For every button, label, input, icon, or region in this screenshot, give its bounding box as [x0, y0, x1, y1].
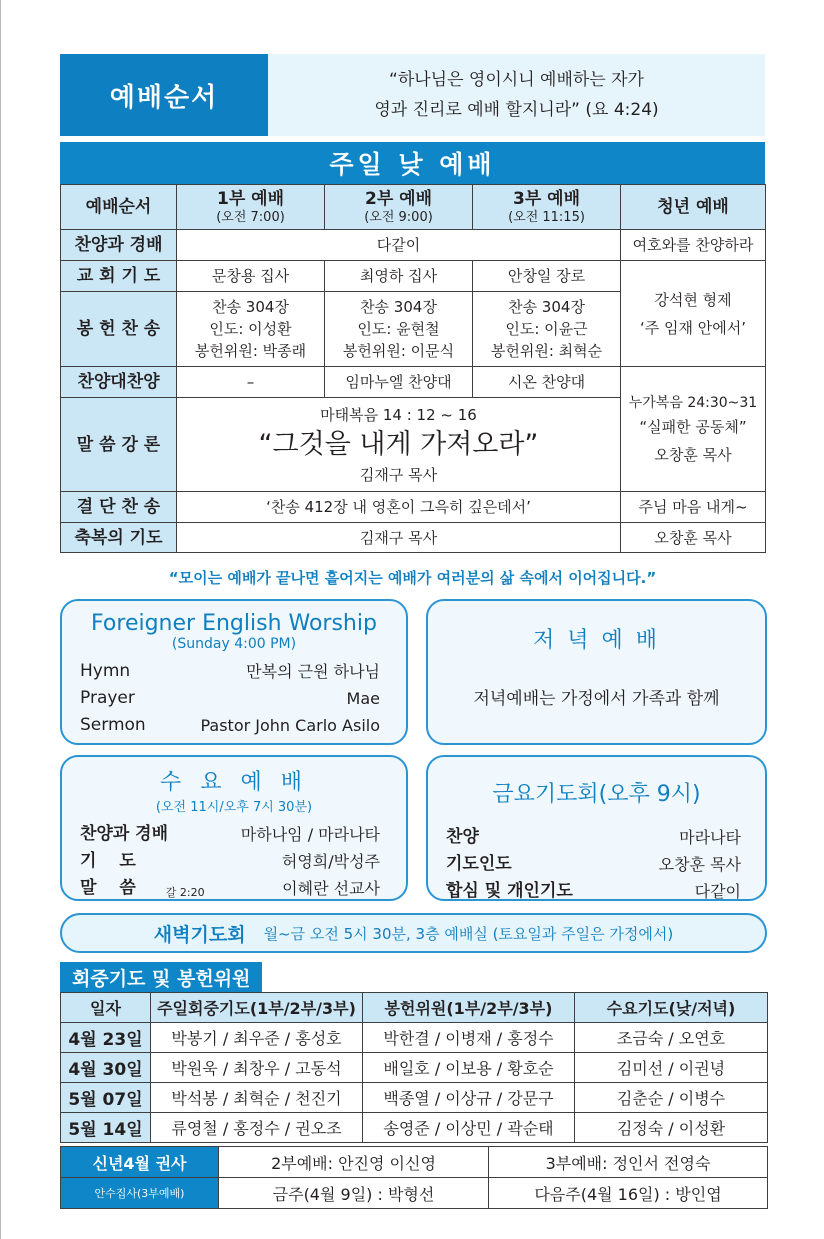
evening-text: 저녁예배는 가정에서 가족과 함께 — [473, 689, 720, 709]
english-title: Foreigner English Worship — [91, 611, 377, 636]
bottom-row-deaconess — [61, 1147, 768, 1178]
evening-title: 저 녁 예 배 — [533, 628, 660, 653]
benediction-row — [61, 523, 766, 553]
roster-cell: 조금숙 / 오연호 — [575, 1023, 768, 1053]
closing-hymn-row — [61, 492, 766, 523]
wednesday-title: 수 요 예 배 — [160, 770, 308, 795]
friday-row-group: 합심 및 개인기도 다같이 — [446, 881, 741, 901]
choir-s1: – — [177, 367, 325, 398]
motto: “모이는 예배가 끝나면 흩어지는 예배가 여러분의 삶 속에서 이어집니다.” — [168, 569, 657, 587]
wednesday-worship-box — [60, 755, 408, 901]
praise-youth: 여호와를 찬양하라 — [621, 230, 766, 261]
english-row-sermon: Sermon Pastor John Carlo Asilo — [80, 715, 380, 735]
table-row — [61, 1053, 768, 1083]
roster-cell: 송영준 / 이상민 / 곽순태 — [363, 1113, 575, 1143]
praise-label: 찬양과 경배 — [61, 230, 177, 261]
deaconess-label: 신년4월 권사 — [61, 1147, 219, 1178]
praise-all: 다같이 — [177, 230, 621, 261]
prayer-s3: 안창일 장로 — [473, 261, 621, 292]
benediction-label: 축복의 기도 — [61, 523, 177, 553]
roster-title: 회중기도 및 봉헌위원 — [60, 962, 262, 992]
roster-table — [60, 992, 768, 1143]
roster-cell: 박한결 / 이병재 / 홍정수 — [363, 1023, 575, 1053]
col-label: 예배순서 — [61, 185, 177, 230]
prayer-s1: 문창용 집사 — [177, 261, 325, 292]
header — [60, 54, 765, 136]
wednesday-row-praise: 찬양과 경배 마하나임 / 마라나타 — [80, 824, 380, 844]
roster-date: 4월 23일 — [61, 1023, 151, 1053]
wednesday-time: (오전 11시/오후 7시 30분) — [155, 800, 313, 815]
prayer-s2: 최영하 집사 — [325, 261, 473, 292]
header-quote — [268, 54, 765, 136]
deacon-this-week: 금주(4월 9일) : 박형선 — [219, 1178, 489, 1209]
prayer-row — [61, 261, 766, 292]
offering-label: 봉 헌 찬 송 — [61, 292, 177, 367]
roster-header-date: 일자 — [61, 993, 151, 1023]
roster-cell: 박원욱 / 최창우 / 고동석 — [151, 1053, 363, 1083]
friday-prayer-box — [426, 755, 767, 901]
bottom-table — [60, 1146, 768, 1209]
service-1-header: 1부 예배 (오전 7:00) — [177, 185, 325, 230]
youth-header: 청년 예배 — [621, 185, 766, 230]
dawn-prayer-bar — [60, 913, 767, 953]
quote-line-1: “하나님은 영이시니 예배하는 자가 — [389, 70, 644, 90]
closing-hymn-youth: 주님 마음 내게~ — [621, 492, 766, 523]
choir-label: 찬양대찬양 — [61, 367, 177, 398]
deacon-label: 안수집사(3부예배) — [61, 1178, 219, 1209]
sermon-label: 말 씀 강 론 — [61, 398, 177, 492]
roster-cell: 박봉기 / 최우준 / 홍성호 — [151, 1023, 363, 1053]
deacon-next-week: 다음주(4월 16일) : 방인엽 — [489, 1178, 768, 1209]
praise-row — [61, 230, 766, 261]
youth-sermon: 누가복음 24:30~31 “실패한 공동체” 오창훈 목사 — [621, 367, 766, 492]
roster-cell: 김정숙 / 이성환 — [575, 1113, 768, 1143]
offering-s3: 찬송 304장 인도: 이윤근 봉헌위원: 최혁순 — [473, 292, 621, 367]
header-title: 예배순서 — [60, 54, 268, 136]
bottom-row-deacon — [61, 1178, 768, 1209]
wednesday-row-sermon: 말 씀 갈 2:20 이혜란 선교사 — [80, 878, 380, 899]
offering-s1: 찬송 304장 인도: 이성환 봉헌위원: 박종래 — [177, 292, 325, 367]
roster-date: 4월 30일 — [61, 1053, 151, 1083]
evening-worship-box — [426, 599, 767, 745]
roster-cell: 박석봉 / 최혁순 / 천진기 — [151, 1083, 363, 1113]
roster-header-sunday: 주일회중기도(1부/2부/3부) — [151, 993, 363, 1023]
english-time: (Sunday 4:00 PM) — [171, 636, 297, 652]
offering-s2: 찬송 304장 인도: 윤현철 봉헌위원: 이문식 — [325, 292, 473, 367]
table-row — [61, 1113, 768, 1143]
service-2-header: 2부 예배 (오전 9:00) — [325, 185, 473, 230]
youth-hymn: 강석현 형제 ‘주 임재 안에서’ — [621, 261, 766, 367]
roster-cell: 김춘순 / 이병수 — [575, 1083, 768, 1113]
english-worship-box — [60, 599, 408, 745]
prayer-label: 교 회 기 도 — [61, 261, 177, 292]
roster-header-offering: 봉헌위원(1부/2부/3부) — [363, 993, 575, 1023]
wednesday-row-prayer: 기 도 허영희/박성주 — [80, 851, 380, 871]
roster-cell: 김미선 / 이권녕 — [575, 1053, 768, 1083]
table-row — [61, 1083, 768, 1113]
table-row — [61, 1023, 768, 1053]
choir-row — [61, 367, 766, 398]
sermon-title: “그것을 내게 가져오라” — [258, 428, 539, 460]
benediction-all: 김재구 목사 — [177, 523, 621, 553]
english-row-prayer: Prayer Mae — [80, 688, 380, 708]
choir-s2: 임마누엘 찬양대 — [325, 367, 473, 398]
english-row-hymn: Hymn 만복의 근원 하나님 — [80, 661, 380, 681]
sunday-table — [60, 184, 766, 553]
friday-row-praise: 찬양 마라나타 — [446, 827, 741, 847]
roster-date: 5월 14일 — [61, 1113, 151, 1143]
friday-row-lead: 기도인도 오창훈 목사 — [446, 854, 741, 874]
benediction-youth: 오창훈 목사 — [621, 523, 766, 553]
table-header-row — [61, 185, 766, 230]
roster-cell: 류영철 / 홍정수 / 권오조 — [151, 1113, 363, 1143]
closing-hymn-label: 결 단 찬 송 — [61, 492, 177, 523]
deaconess-2nd: 2부예배: 안진영 이신영 — [219, 1147, 489, 1178]
closing-hymn-all: ‘찬송 412장 내 영혼이 그윽히 깊은데서’ — [177, 492, 621, 523]
quote-line-2: 영과 진리로 예배 할지니라” (요 4:24) — [374, 100, 659, 120]
roster-cell: 배일호 / 이보용 / 황호순 — [363, 1053, 575, 1083]
choir-s3: 시온 찬양대 — [473, 367, 621, 398]
service-3-header: 3부 예배 (오전 11:15) — [473, 185, 621, 230]
roster-date: 5월 07일 — [61, 1083, 151, 1113]
deaconess-3rd: 3부예배: 정인서 전영숙 — [489, 1147, 768, 1178]
friday-title: 금요기도회(오후 9시) — [492, 782, 701, 807]
roster-header-row — [61, 993, 768, 1023]
sermon-main: 마태복음 14 : 12 ~ 16 “그것을 내게 가져오라” 김재구 목사 — [177, 398, 621, 492]
dawn-time: 월~금 오전 5시 30분, 3층 예배실 (토요일과 주일은 가정에서) — [263, 924, 674, 943]
roster-header-wednesday: 수요기도(낮/저녁) — [575, 993, 768, 1023]
sunday-title: 주일 낮 예배 — [60, 142, 765, 184]
roster-cell: 백종열 / 이상규 / 강문구 — [363, 1083, 575, 1113]
dawn-title: 새벽기도회 — [153, 923, 246, 946]
